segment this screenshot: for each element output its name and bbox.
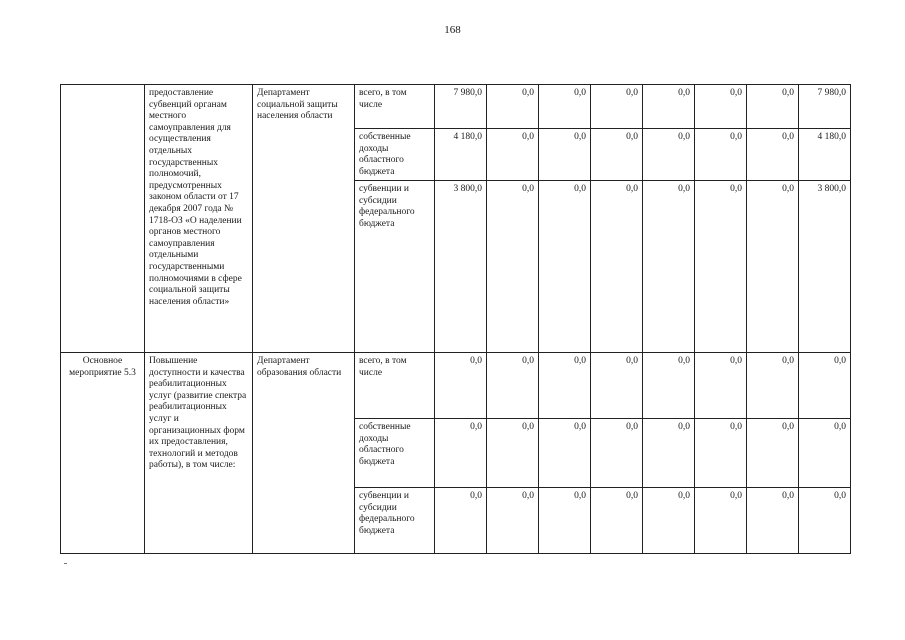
value-cell: 0,0 [487, 129, 539, 181]
value-cell: 0,0 [643, 129, 695, 181]
value-cell: 0,0 [643, 181, 695, 353]
funding-source-cell: собственные доходы областного бюджета [355, 129, 435, 181]
funding-source-cell: всего, в том числе [355, 85, 435, 129]
value-cell: 0,0 [695, 419, 747, 488]
value-cell: 0,0 [747, 419, 799, 488]
value-cell: 0,0 [591, 353, 643, 419]
value-cell: 0,0 [747, 129, 799, 181]
activity-description-cell: предоставление субвенций органам местного самоуправления для осуществления отдельных государственных полномочий, предусмотренных законом области от 17 декабря 2007 года № 1718-ОЗ «О наделении органов местного самоуправления отдельными государственными полномочиями в сфере социальной защиты населения области» [145, 85, 253, 353]
value-cell: 0,0 [487, 488, 539, 554]
value-cell: 0,0 [799, 488, 851, 554]
value-cell: 0,0 [643, 85, 695, 129]
value-cell: 0,0 [799, 353, 851, 419]
value-cell: 0,0 [435, 353, 487, 419]
value-cell: 3 800,0 [799, 181, 851, 353]
value-cell: 4 180,0 [435, 129, 487, 181]
value-cell: 0,0 [695, 353, 747, 419]
value-cell: 0,0 [539, 181, 591, 353]
value-cell: 0,0 [539, 353, 591, 419]
page-number: 168 [444, 24, 461, 36]
value-cell: 0,0 [643, 353, 695, 419]
value-cell: 0,0 [591, 181, 643, 353]
activity-code-cell: Основное мероприятие 5.3 [61, 353, 145, 554]
value-cell: 0,0 [435, 488, 487, 554]
value-cell: 0,0 [747, 488, 799, 554]
value-cell: 0,0 [435, 419, 487, 488]
table-row [61, 85, 851, 129]
scan-artifact [64, 563, 67, 564]
value-cell: 0,0 [695, 488, 747, 554]
value-cell: 0,0 [591, 85, 643, 129]
executor-cell: Департамент образования области [253, 353, 355, 554]
value-cell: 4 180,0 [799, 129, 851, 181]
funding-source-cell: всего, в том числе [355, 353, 435, 419]
budget-table [60, 84, 851, 554]
value-cell: 7 980,0 [435, 85, 487, 129]
funding-source-cell: собственные доходы областного бюджета [355, 419, 435, 488]
value-cell: 0,0 [643, 419, 695, 488]
value-cell: 0,0 [487, 353, 539, 419]
activity-description-cell: Повышение доступности и качества реабилитационных услуг (развитие спектра реабилитационных услуг и организационных форм их предоставления, технологий и методов работы), в том числе: [145, 353, 253, 554]
value-cell: 0,0 [539, 419, 591, 488]
value-cell: 0,0 [591, 488, 643, 554]
value-cell: 0,0 [799, 419, 851, 488]
funding-source-cell: субвенции и субсидии федерального бюджета [355, 488, 435, 554]
value-cell: 0,0 [487, 85, 539, 129]
value-cell: 0,0 [591, 129, 643, 181]
value-cell: 0,0 [695, 181, 747, 353]
table-row [61, 353, 851, 419]
value-cell: 0,0 [747, 181, 799, 353]
value-cell: 0,0 [539, 85, 591, 129]
funding-source-cell: субвенции и субсидии федерального бюджета [355, 181, 435, 353]
value-cell: 3 800,0 [435, 181, 487, 353]
value-cell: 0,0 [487, 419, 539, 488]
value-cell: 7 980,0 [799, 85, 851, 129]
value-cell: 0,0 [747, 353, 799, 419]
value-cell: 0,0 [487, 181, 539, 353]
value-cell: 0,0 [539, 129, 591, 181]
value-cell: 0,0 [539, 488, 591, 554]
value-cell: 0,0 [695, 85, 747, 129]
value-cell: 0,0 [747, 85, 799, 129]
value-cell: 0,0 [591, 419, 643, 488]
executor-cell: Департамент социальной защиты населения области [253, 85, 355, 353]
value-cell: 0,0 [643, 488, 695, 554]
value-cell: 0,0 [695, 129, 747, 181]
activity-code-cell [61, 85, 145, 353]
